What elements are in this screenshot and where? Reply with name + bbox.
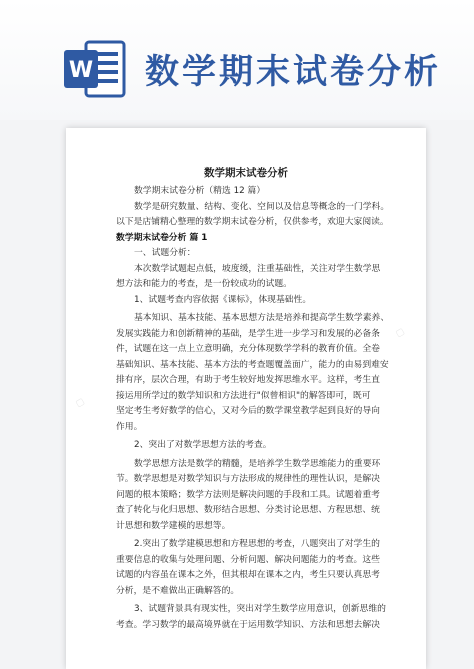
watermark-mark: ▢ — [74, 396, 87, 410]
document-line: 想方法和能力的考查，是一份较成功的试题。 — [116, 279, 292, 289]
watermark-mark: ▢ — [394, 326, 407, 340]
document-line: 2.突出了数学建模思想和方程思想的考查，八题突出了对学生的 — [134, 539, 380, 549]
document-line: 发展实践能力和创新精神的基础，是学生进一步学习和发展的必备条 — [116, 328, 380, 339]
document-line: 一、试题分析： — [134, 248, 196, 258]
document-line: 问题的根本策略；数学方法则是解决问题的手段和工具。试题着重考 — [116, 489, 380, 500]
document-page — [66, 128, 426, 669]
document-line: 本次数学试题起点低，坡度缓，注重基础性，关注对学生数学思 — [134, 263, 381, 274]
document-line: 试题的内容虽在课本之外，但其根却在课本之内，考生只要认真思考 — [116, 570, 380, 580]
document-line: 接运用所学过的数学知识和方法进行"似曾相识"的解答即可，既可 — [116, 390, 371, 401]
document-line: 基础知识、基本技能、基本方法的考查题覆盖面广，能力的由易到难安 — [116, 359, 389, 370]
document-line: 基本知识、基本技能、基本思想方法是培养和提高学生数学素养、 — [134, 313, 390, 323]
banner-title: 数学期末试卷分析 — [145, 52, 441, 92]
logo-letter: W — [68, 58, 94, 83]
document-line: 数学期末试卷分析 篇 1 — [116, 232, 208, 243]
document-line: 排有序，层次合理，有助于考生较好地发挥思维水平。这样，考生直 — [116, 375, 380, 385]
document-title: 数学期末试卷分析 — [204, 167, 288, 179]
document-line: 查了转化与化归思想、数形结合思想、分类讨论思想、方程思想、统 — [116, 505, 380, 515]
document-line: 考查。学习数学的最高境界就在于运用数学知识、方法和思想去解决 — [116, 619, 380, 630]
document-line: 数学期末试卷分析（精选 12 篇） — [134, 186, 266, 196]
document-line: 件，试题在这一点上立意明确，充分体现数学学科的教育价值。全卷 — [116, 344, 380, 354]
document-line: 计思想和数学建模的思想等。 — [116, 520, 231, 531]
header-banner — [0, 0, 474, 120]
document-line: 坚定考生考好数学的信心，又对今后的数学课堂教学起到良好的导向 — [116, 406, 380, 416]
document-line: 数学思想方法是数学的精髓，是培养学生数学思维能力的重要环 — [134, 458, 381, 469]
document-line: 节。数学思想是对数学知识与方法形成的规律性的理性认识，是解决 — [116, 474, 380, 484]
document-line: 3、试题背景具有现实性，突出对学生数学应用意识，创新思维的 — [134, 604, 386, 614]
document-line: 分析，是不难做出正确解答的。 — [116, 585, 240, 596]
document-body — [116, 184, 416, 633]
document-line: 1、试题考查内容依据《课标》，体现基础性。 — [134, 294, 312, 305]
document-line: 2、突出了对数学思想方法的考查。 — [134, 440, 272, 450]
document-line: 数学是研究数量、结构、变化、空间以及信息等概念的一门学科。 — [134, 201, 390, 212]
document-line: 以下是店铺精心整理的数学期末试卷分析，仅供参考，欢迎大家阅读。 — [116, 217, 389, 227]
document-line: 作用。 — [116, 421, 143, 432]
word-document-icon — [64, 40, 126, 98]
document-line: 重要信息的收集与处理问题、分析问题、解决问题能力的考查。这些 — [116, 554, 380, 565]
